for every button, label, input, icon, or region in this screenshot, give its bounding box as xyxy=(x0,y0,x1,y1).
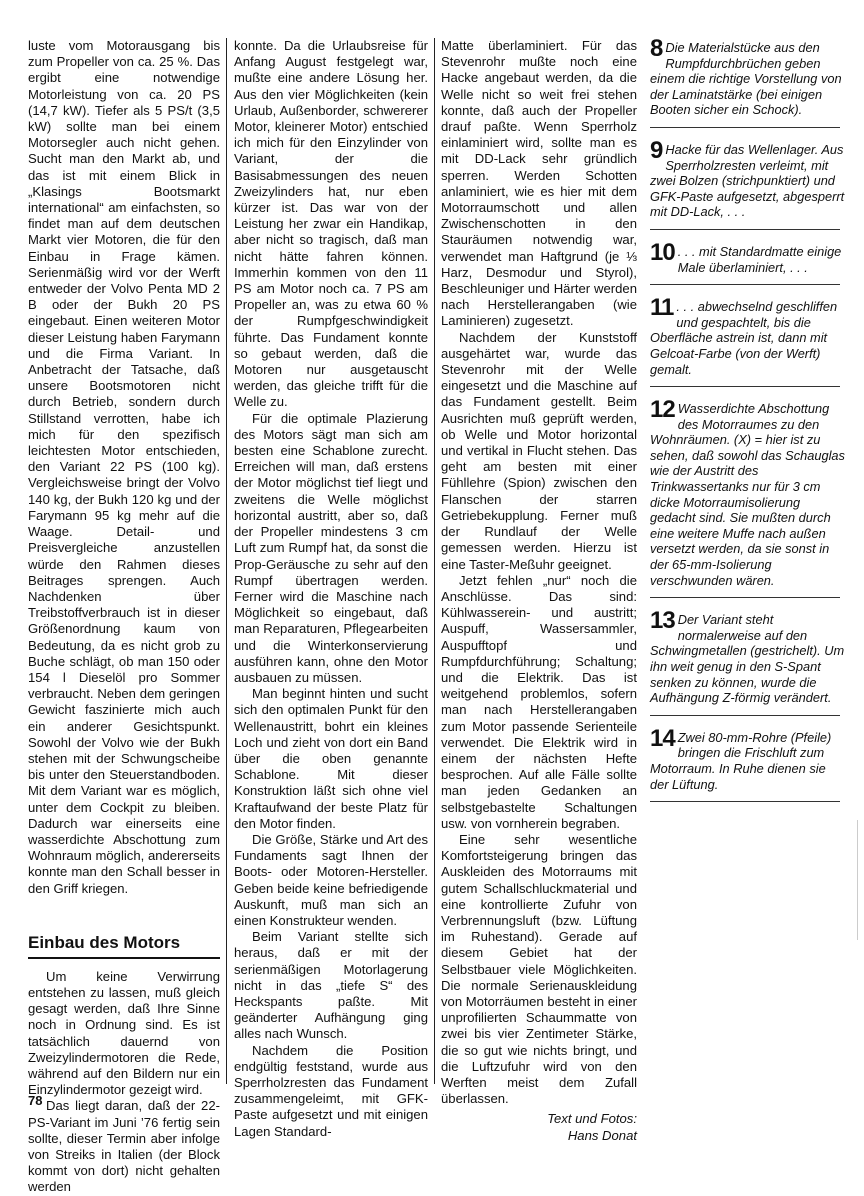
caption-underline xyxy=(650,386,840,387)
caption-13 xyxy=(650,607,846,716)
section-heading: Einbau des Motors xyxy=(28,933,220,959)
caption-text: Zwei 80-mm-Rohre (Pfeile) bringen die Frischluft zum Motorraum. In Ruhe dienen sie der Lüftung. xyxy=(650,729,832,792)
caption-underline xyxy=(650,801,840,802)
paragraph: Nachdem die Position endgültig feststand, wurde aus Sperrholzresten das Fundament zusammengeleimt, mit GFK-Paste aufgesetzt und mit einigen Lagen Standard- xyxy=(234,1042,428,1139)
paragraph: Man beginnt hinten und sucht sich den optimalen Punkt für den Wellenaustritt, bohrt ein kleines Loch und zieht von dort ein Band über die oben genannte Schablone. Mit dieser Konstruktion läßt sich ohne viel Kraftaufwand der beste Platz für den Motor finden. xyxy=(234,686,428,831)
caption-number: 14 xyxy=(650,724,675,752)
paragraph: Nachdem der Kunststoff ausgehärtet war, wurde das Stevenrohr mit der Welle eingesetzt und die Maschine auf das Fundament gestellt. Beim Ausrichten muß geprüft werden, ob Welle und Motor horizontal und vertikal in Flucht stehen. Das geht am besten mit einer Fühllehre (Spion) zwischen den Flanschen der starren Getriebekupplung. Ferner muß der Rundlauf der Welle gemessen werden. Hierzu ist eine Taster-Meßuhr geeignet. xyxy=(441,329,637,572)
caption-10 xyxy=(650,238,846,285)
caption-text: Wasserdichte Abschottung des Motorraumes zu den Wohnräumen. (X) = hier ist zu sehen, daß sowohl das Schauglas wie der Austritt des Trinkwassertanks nur für 3 cm dicke Motorraumisolierung gedacht sind. Sie mußten durch eine weitere Muffe nach außen versetzt werden, da sie sonst in der 65-mm-Isolierung verschwunden wären. xyxy=(650,401,845,588)
author-credit xyxy=(441,1111,637,1143)
paragraph: Um keine Verwirrung entstehen zu lassen, muß gleich gesagt werden, daß Ihre Sinne noch in Ordnung sind. Es ist tatsächlich dauernd von Zweizylindermotoren die Rede, während auf den Bildern nur ein Einzylindermotor gezeigt wird. xyxy=(28,968,220,1098)
paragraph: Die Größe, Stärke und Art des Fundaments sagt Ihnen der Boots- oder Motoren-Hersteller. Geben beide keine befriedigende Auskunft, muß man sich an einen Konstrukteur wenden. xyxy=(234,831,428,928)
paragraph: Das liegt daran, daß der 22-PS-Variant im Juni ’76 fertig sein sollte, dieser Termin aber infolge von Streiks in Italien (der Block kommt von dort) nicht gehalten werden xyxy=(28,1098,220,1195)
text-column-1 xyxy=(28,38,220,1196)
caption-text: Der Variant steht normalerweise auf den Schwingmetallen (gestrichelt). Um ihn weit genug in den S-Spant senken zu können, wurde die Aufhängung Z-förmig verändert. xyxy=(650,612,845,706)
paragraph: Matte überlaminiert. Für das Stevenrohr mußte noch eine Hacke angebaut werden, da die Welle nicht so weit frei stehen konnte, daß auch der Propeller drauf paßte. Wenn Sperrholz einlaminiert wird, sollte man es mit DD-Lack sehr gründlich sperren. Werden Schotten anlaminiert, wie es hier mit dem Motorraumschott und allen Zwischenschotten in den Stauräumen notwendig war, verwendet man Haftgrund (je ⅓ Harz, Desmodur und Styrol), Beschleuniger und Härter werden nach Herstellerangaben (wie Laminieren) zugesetzt. xyxy=(441,38,637,329)
page-number: 78 xyxy=(28,1093,43,1108)
caption-number: 8 xyxy=(650,35,663,62)
caption-number: 11 xyxy=(650,294,674,322)
caption-underline xyxy=(650,229,840,230)
caption-text: . . . mit Standardmatte einige Male überlaminiert, . . . xyxy=(677,243,842,275)
column-divider xyxy=(226,38,227,1084)
paragraph: luste vom Motorausgang bis zum Propeller von ca. 25 %. Das ergibt eine notwendige Motorleistung von ca. 20 PS (14,7 kW). Tiefer als 5 PS/t (3,5 kW) sollte man bei einem Motorsegler auch nicht gehen. Sucht man den Markt ab, und das ist mit einem Blick in „Klasings Bootsmarkt international“ am einfachsten, so findet man auf dem deutschen Markt vier Motoren, die für den Einbau in Frage kämen. Serienmäßig wird vor der Werft entweder der Volvo Penta MD 2 B oder der Bukh 20 PS eingebaut. Einen weiteren Motor dieser Leistung haben Farymann und die Firma Variant. In Anbetracht der Tatsache, daß unsere Bootsmotoren nicht durch Betrieb, sondern durch Stillstand verrotten, habe ich mich für den spezifisch leichtesten Motor entschieden, den Variant 22 PS (100 kg). Vergleichsweise bringt der Volvo 140 kg, der Bukh 120 kg und der Farymann 95 kg mehr auf die Waage. Detail- und Preisvergleiche anzustellen würde den Rahmen dieses Beitrages sprengen. Auch Nachdenken über Treibstoffverbrauch ist in dieser Größenordnung kaum von Bedeutung, da es nicht grob zu Buche schlägt, ob man 150 oder 154 l Dieselöl pro Sommer verbraucht. Neben dem geringen Gewicht faszinierte mich auch ein anderer Gesichtspunkt. Sowohl der Volvo wie der Bukh stehen mit der Schwungscheibe bis unter den Steuerstandboden. Mit dem Variant war es möglich, unter dem Cockpit zu bleiben. Dadurch war einerseits eine wasserdichte Abschottung zum Wohnraum möglich, andererseits konnte man den Schall besser in den Griff kriegen. xyxy=(28,38,220,896)
caption-underline xyxy=(650,127,840,128)
caption-11 xyxy=(650,294,846,387)
caption-8 xyxy=(650,35,846,128)
caption-12 xyxy=(650,396,846,598)
text-column-3 xyxy=(441,38,637,1144)
paragraph: Für die optimale Plazierung des Motors sägt man sich am besten eine Schablone zurecht. Erreichen will man, daß erstens der Motor möglichst tief liegt und zweitens die Welle möglichst horizontal austritt, aber so, daß der Propeller mindestens 3 cm Luft zum Rumpf hat, da sonst die Prop-Geräusche zu sehr auf den Rumpf übertragen werden. Ferner wird die Maschine nach Möglichkeit so eingebaut, daß man Reparaturen, Pflegearbeiten und die Winterkonservierung ausführen kann, ohne den Motor ausbauen zu müssen. xyxy=(234,410,428,685)
caption-underline xyxy=(650,284,840,285)
caption-number: 13 xyxy=(650,607,675,635)
photo-captions xyxy=(650,35,846,816)
credit-label: Text und Fotos: xyxy=(547,1111,637,1127)
paragraph: Beim Variant stellte sich heraus, daß er mit der serienmäßigen Motorlagerung nicht in das „tiefe S“ des Heckspants paßte. Mit geänderter Aufhängung ging alles nach Wunsch. xyxy=(234,929,428,1042)
caption-number: 9 xyxy=(650,136,663,164)
paragraph: konnte. Da die Urlaubsreise für Anfang August festgelegt war, mußte eine andere Lösung her. Aus den vier Möglichkeiten (kein Urlaub, Außenborder, schwererer Motor, kleinerer Motor) entschied ich mich für den Einzylinder von Variant, der die Basisabmessungen des neuen Zweizylinders hat, nur eben kürzer ist. Das war von der Leistung her zwar ein Handikap, aber nicht so tragisch, daß man nicht hätte fahren können. Immerhin kommen von den 11 PS am Motor noch ca. 7 PS am Propeller an, was zu etwa 60 % der Rumpfgeschwindigkeit führte. Das Fundament konnte so gebaut werden, daß die Motoren nur ausgetauscht werden, das gleiche trifft für die Welle zu. xyxy=(234,38,428,410)
caption-number: 12 xyxy=(650,396,675,424)
caption-number: 10 xyxy=(650,238,675,266)
credit-author: Hans Donat xyxy=(567,1127,637,1143)
scan-artifact xyxy=(857,820,858,940)
column-divider xyxy=(434,38,435,1084)
caption-underline xyxy=(650,715,840,716)
text-column-2 xyxy=(234,38,428,1140)
caption-9 xyxy=(650,136,846,230)
paragraph: Eine sehr wesentliche Komfortsteigerung bringen das Auskleiden des Motorraums mit gutem Schallschluckmaterial und eine kontrollierte Zufuhr von Verbrennungsluft (bzw. Lüftung im Ruhestand). Gerade auf diesem Gebiet hat der Selbstbauer viele Möglichkeiten. Die normale Serienauskleidung von Motorräumen besteht in einer unprofilierten Schaummatte von zwei bis vier Zentimeter Stärke, die so gut wie nichts bringt, und die Luftzufuhr wird von den Werften meist dem Zufall überlassen. xyxy=(441,831,637,1107)
caption-text: . . . abwechselnd geschliffen und gespachtelt, bis die Oberfläche astrein ist, dann mit Gelcoat-Farbe (von der Werft) gemalt. xyxy=(650,299,838,377)
caption-text: Hacke für das Wellenlager. Aus Sperrholzresten verleimt, mit zwei Bolzen (strichpunktiert) und GFK-Paste aufgesetzt, abgesperrt mit DD-Lack, . . . xyxy=(650,141,845,220)
caption-text: Die Materialstücke aus den Rumpfdurchbrüchen geben einem die richtige Vorstellung von der Laminatstärke (bei einigen Booten sicher ein Schock). xyxy=(650,40,842,118)
caption-14 xyxy=(650,724,846,802)
caption-underline xyxy=(650,597,840,598)
paragraph: Jetzt fehlen „nur“ noch die Anschlüsse. Das sind: Kühlwasserein- und austritt; Auspuff, Wassersammler, Auspufftopf und Rumpfdurchführung; Schaltung; und die Elektrik. Das ist weitgehend problemlos, sofern man nach Herstellerangaben zum Motor passende Serienteile verwendet. Die Elektrik wird in einem der nächsten Hefte besprochen. Auf alle Fälle sollte man jeden Gedanken an selbstgebastelte Schaltungen usw. von vornherein begraben. xyxy=(441,572,637,831)
